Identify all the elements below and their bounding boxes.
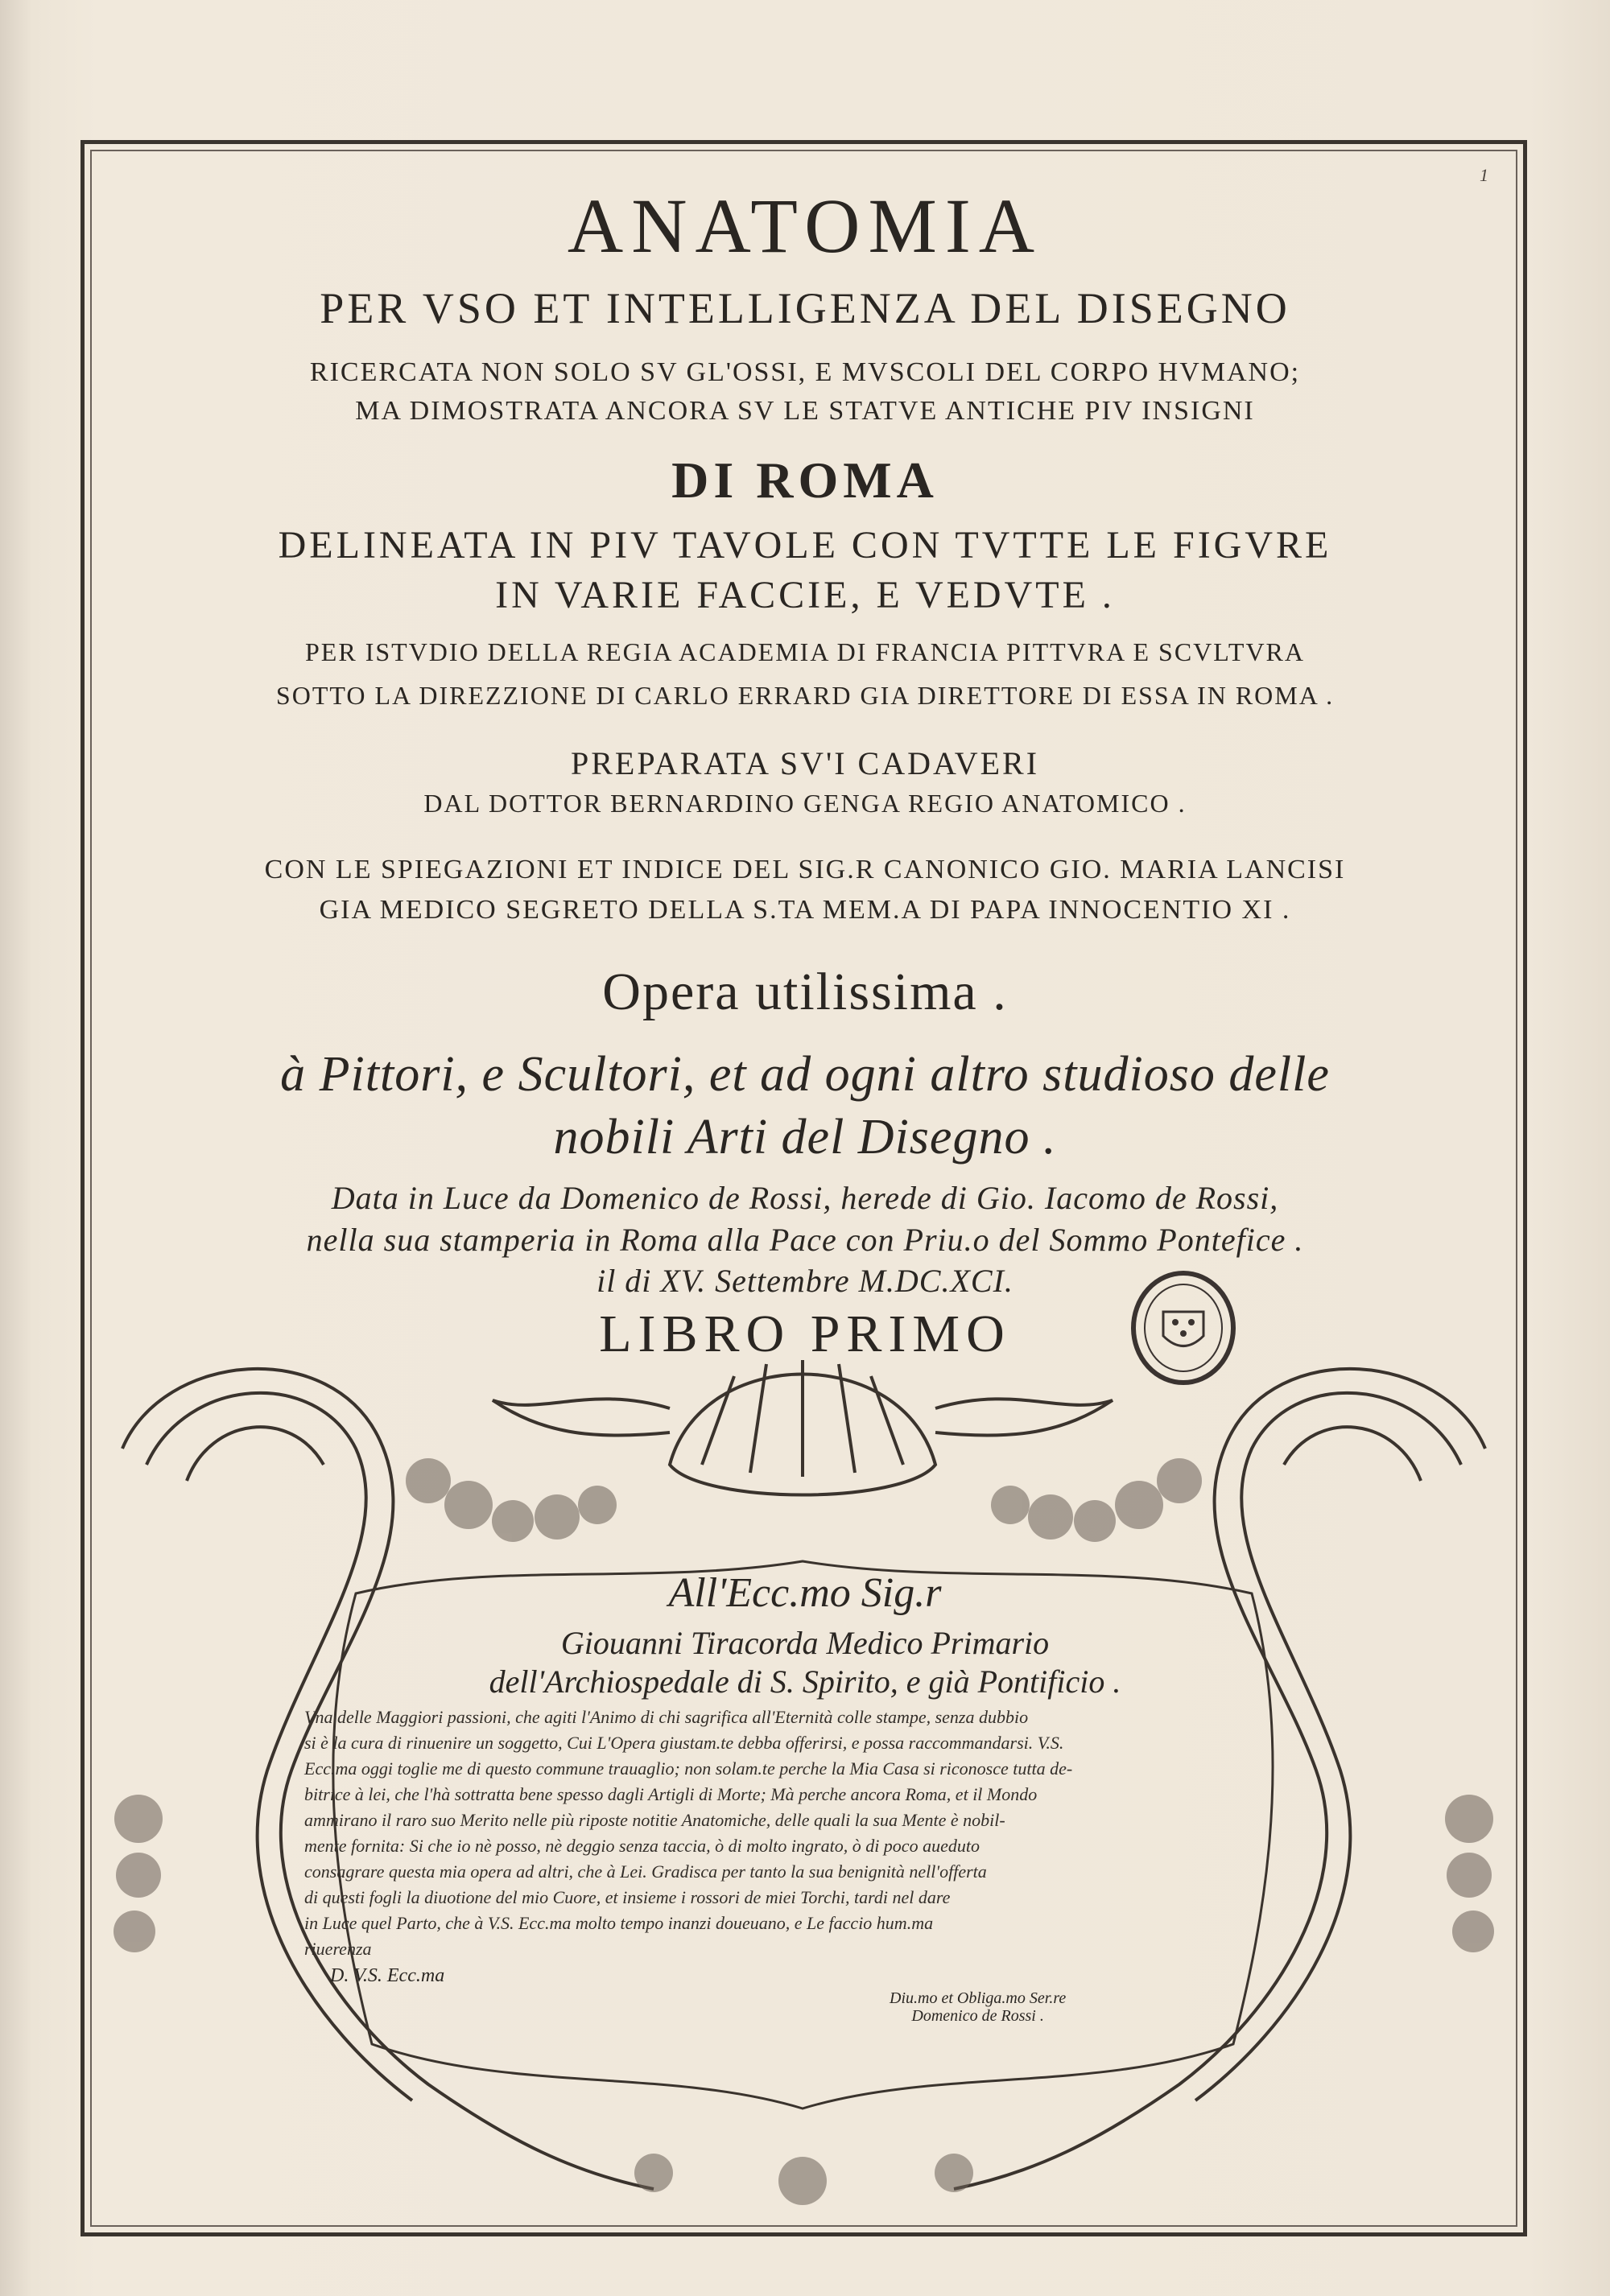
italic-line-1: à Pittori, e Scultori, et ad ogni altro studioso delle [280, 1047, 1330, 1102]
imprint-line-2: nella sua stamperia in Roma alla Pace con Priu.o del Sommo Pontefice . [306, 1222, 1304, 1258]
title-line-6: DELINEATA IN PIV TAVOLE CON TVTTE LE FIGVRE [278, 524, 1332, 567]
title-line-11: DAL DOTTOR BERNARDINO GENGA REGIO ANATOMICO . [423, 789, 1187, 818]
dedication-body-line: riuerenza [304, 1939, 372, 1959]
dedication-body-line: ammirano il raro suo Merito nelle più riposte notitie Anatomiche, delle quali la sua Mente è nobil- [304, 1810, 1005, 1830]
dedication-body-line: di questi fogli la diuotione del mio Cuore, et insieme i rossori de miei Torchi, tardi nel dare [304, 1887, 951, 1907]
dedication-body-line: in Luce quel Parto, che à V.S. Ecc.ma molto tempo inanzi doueuano, e Le faccio hum.ma [304, 1913, 934, 1933]
title-line-9: SOTTO LA DIREZZIONE DI CARLO ERRARD GIA DIRETTORE DI ESSA IN ROMA . [275, 681, 1335, 710]
imprint-line-1: Data in Luce da Domenico de Rossi, herede di Gio. Iacomo de Rossi, [331, 1180, 1279, 1216]
title-line-10: PREPARATA SV'I CADAVERI [570, 745, 1040, 781]
dedication-body-line: mente fornita: Si che io nè posso, nè deggio senza taccia, ò di molto ingrato, ò di poco aueduto [304, 1836, 980, 1856]
signature-right-line-1: Diu.mo et Obliga.mo Ser.re [890, 1989, 1067, 2007]
title-line-12: CON LE SPIEGAZIONI ET INDICE DEL SIG.R CANONICO GIO. MARIA LANCISI [264, 855, 1346, 884]
signature-left: D. V.S. Ecc.ma [330, 1965, 445, 1986]
libro-heading: LIBRO PRIMO [599, 1305, 1011, 1363]
dedication-body-line: Vna delle Maggiori passioni, che agiti l'Animo di chi sagrifica all'Eternità colle stampe, senza dubbio [304, 1707, 1029, 1727]
imprint-line-3: il di XV. Settembre M.DC.XCI. [597, 1263, 1013, 1299]
dedication-body-line: si è la cura di rinuenire un soggetto, Cui L'Opera giustam.te debba offerirsi, e possa raccommandarsi. V.S. [304, 1733, 1064, 1753]
title-line-8: PER ISTVDIO DELLA REGIA ACADEMIA DI FRANCIA PITTVRA E SCVLTVRA [305, 637, 1305, 666]
signature-right-line-2: Domenico de Rossi . [911, 2007, 1044, 2025]
italic-line-2: nobili Arti del Disegno . [553, 1110, 1057, 1164]
title-subtitle: PER VSO ET INTELLIGENZA DEL DISEGNO [320, 284, 1290, 332]
dedication-line-2: Giouanni Tiracorda Medico Primario [560, 1625, 1050, 1661]
title-line-7: IN VARIE FACCIE, E VEDVTE . [495, 574, 1115, 616]
page-number: 1 [1480, 165, 1488, 185]
title-main: ANATOMIA [567, 183, 1043, 269]
title-line-4: MA DIMOSTRATA ANCORA SV LE STATVE ANTICHE PIV INSIGNI [355, 396, 1255, 426]
title-line-3: RICERCATA NON SOLO SV GL'OSSI, E MVSCOLI DEL CORPO HVMANO; [309, 357, 1301, 387]
dedication-body-line: bitrice à lei, che l'hà sottratta bene spesso dagli Artigli di Morte; Mà perche ancora Roma, et il Mondo [304, 1784, 1038, 1804]
dedication-line-1: All'Ecc.mo Sig.r [668, 1570, 942, 1616]
opera-heading: Opera utilissima . [602, 963, 1008, 1021]
title-line-13: GIA MEDICO SEGRETO DELLA S.TA MEM.A DI PAPA INNOCENTIO XI . [319, 895, 1291, 925]
dedication-body-line: consagrare questa mia opera ad altri, che à Lei. Gradisca per tanto la sua benignità nell'offerta [304, 1861, 987, 1882]
title-city: DI ROMA [671, 451, 939, 509]
dedication-line-3: dell'Archiospedale di S. Spirito, e già Pontificio . [489, 1663, 1121, 1700]
dedication-body-line: Ecc.ma oggi toglie me di questo commune trauaglio; non solam.te perche la Mia Casa si riconosce tutta de- [304, 1758, 1073, 1779]
signature-right [890, 1989, 1066, 2025]
dedication-body [304, 1704, 1311, 1962]
